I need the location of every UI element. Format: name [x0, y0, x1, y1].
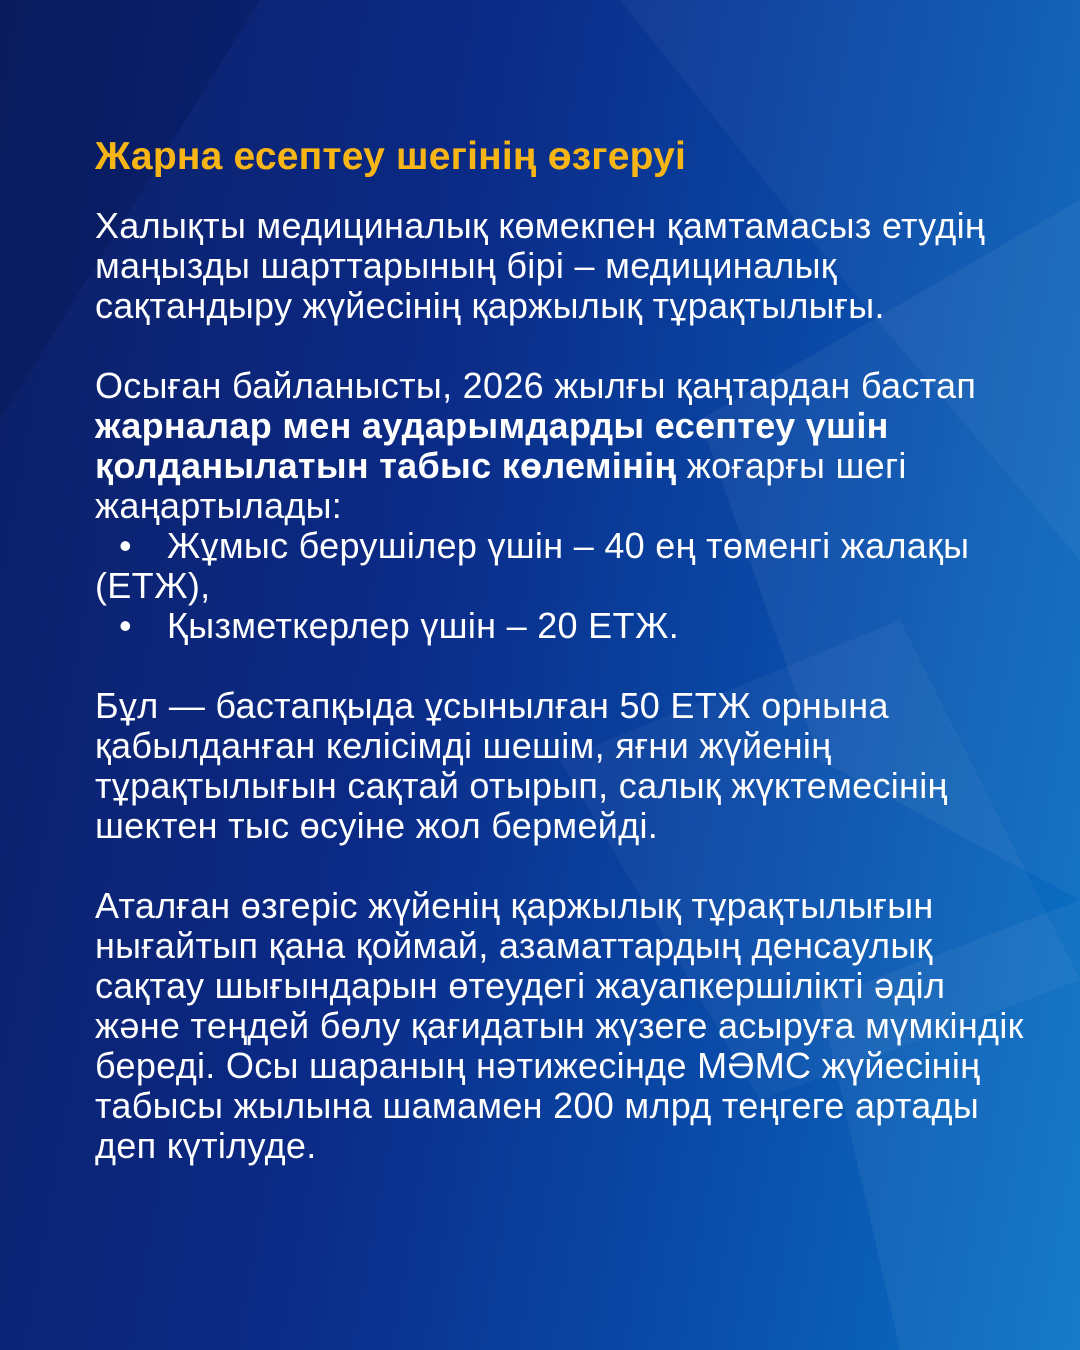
paragraph-outcome: Аталған өзгеріс жүйенің қаржылық тұрақтылығын нығайтып қана қоймай, азаматтардың денсаулық сақтау шығындарын өтеудегі жауапкершілікті әділ және теңдей бөлу қағидатын жүзеге асыруға мүмкіндік береді. Осы шараның нәтижесінде МӘМС жүйесінің табысы жылына шамамен 200 млрд теңгеге артады деп күтілуде.	[95, 885, 1024, 1166]
paragraph-intro: Халықты медициналық көмекпен қамтамасыз етудің маңызды шарттарының бірі – медициналық сақтандыру жүйесінің қаржылық тұрақтылығы.	[95, 205, 986, 326]
paragraph-change-after: жоғарғы шегі жаңартылады:	[95, 445, 907, 526]
paragraph-change-bold: жарналар мен аударымдарды есептеу үшін қолданылатын табыс көлемінің	[95, 405, 889, 486]
list-item	[95, 526, 1035, 606]
paragraph-compromise: Бұл — бастапқыда ұсынылған 50 ЕТЖ орнына қабылданған келісімді шешім, яғни жүйенің тұрақтылығын сақтай отырып, салық жүктемесінің шектен тыс өсуіне жол бермейді.	[95, 685, 948, 846]
page-title: Жарна есептеу шегінің өзгеруі	[95, 135, 687, 178]
bullet-marker: •	[119, 605, 132, 646]
paragraph-change	[95, 366, 1035, 526]
list-item-text: Қызметкерлер үшін – 20 ЕТЖ.	[167, 605, 680, 646]
limits-list	[95, 526, 1035, 646]
main-content	[95, 130, 1035, 1166]
bullet-marker: •	[119, 525, 132, 566]
list-item-text: Жұмыс берушілер үшін – 40 ең төменгі жалақы (ЕТЖ),	[95, 525, 970, 606]
paragraph-change-before: Осыған байланысты, 2026 жылғы қаңтардан бастап	[95, 365, 977, 406]
list-item	[95, 606, 1035, 646]
